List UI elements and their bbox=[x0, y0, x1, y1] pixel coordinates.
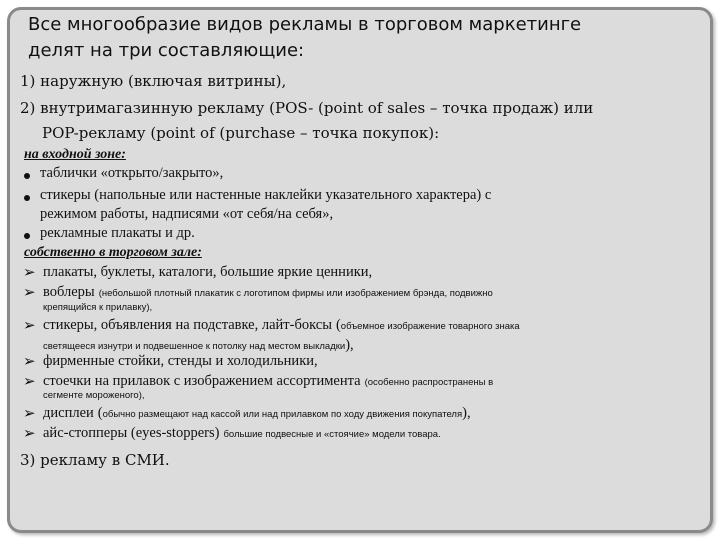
arrow-bullet-icon: ➢ bbox=[23, 372, 36, 390]
entrance-heading: на входной зоне: bbox=[24, 147, 126, 162]
item-1: 1) наружную (включая витрины), bbox=[20, 72, 287, 90]
bullet-icon bbox=[24, 233, 30, 239]
arrow-bullet-icon: ➢ bbox=[23, 352, 36, 370]
hall-item-2-note-cont: крепящийся к прилавку), bbox=[43, 302, 153, 313]
hall-item-5-note-cont: сегменте мороженого), bbox=[43, 390, 145, 401]
bullet-icon bbox=[24, 173, 30, 179]
hall-item-1: плакаты, буклеты, каталоги, большие яркие ценники, bbox=[43, 264, 373, 280]
hall-item-7 bbox=[43, 424, 441, 442]
entrance-bullet-2-cont: режимом работы, надписями «от себя/на себя», bbox=[40, 206, 334, 222]
hall-item-7-note: большие подвесные и «стоячие» модели товара. bbox=[223, 429, 441, 440]
hall-item-3-close: ), bbox=[345, 337, 354, 353]
arrow-bullet-icon: ➢ bbox=[23, 283, 36, 301]
title-line-1: Все многообразие видов рекламы в торговом маркетинге bbox=[28, 14, 582, 35]
arrow-bullet-icon: ➢ bbox=[23, 263, 36, 281]
hall-item-5 bbox=[43, 372, 493, 390]
hall-item-5-note: (особенно распространены в bbox=[364, 377, 494, 388]
hall-heading: собственно в торговом зале: bbox=[24, 245, 202, 260]
slide bbox=[7, 7, 713, 533]
hall-item-3-paren: ( bbox=[335, 317, 341, 333]
entrance-bullet-1: таблички «открыто/закрыто», bbox=[40, 165, 224, 181]
arrow-bullet-icon: ➢ bbox=[23, 424, 36, 442]
hall-item-3-note: объемное изображение товарного знака bbox=[340, 321, 520, 332]
arrow-bullet-icon: ➢ bbox=[23, 316, 36, 334]
entrance-bullet-2: стикеры (напольные или настенные наклейки указательного характера) с bbox=[40, 187, 492, 203]
arrow-bullet-icon: ➢ bbox=[23, 404, 36, 422]
hall-item-3 bbox=[43, 316, 520, 334]
hall-item-6-close: ), bbox=[462, 405, 471, 421]
hall-item-4: фирменные стойки, стенды и холодильники, bbox=[43, 353, 318, 369]
hall-item-6-main: дисплеи bbox=[43, 405, 94, 421]
hall-item-3-note-cont: светящееся изнутри и подвешенное к потолку над местом выкладки bbox=[43, 341, 346, 352]
hall-item-3-cont bbox=[43, 336, 354, 354]
entrance-bullet-3: рекламные плакаты и др. bbox=[40, 225, 195, 241]
item-2-line-2: POP-рекламу (point of (purchase – точка покупок): bbox=[42, 124, 440, 142]
item-3: 3) рекламу в СМИ. bbox=[20, 451, 170, 469]
hall-item-2-main: воблеры bbox=[43, 284, 95, 300]
hall-item-6-paren: ( bbox=[97, 405, 103, 421]
bullet-icon bbox=[24, 195, 30, 201]
hall-item-5-main: стоечки на прилавок с изображением ассортимента bbox=[43, 373, 361, 389]
hall-item-2-note: (небольшой плотный плакатик с логотипом фирмы или изображением брэнда, подвижно bbox=[98, 288, 493, 299]
hall-item-3-main: стикеры, объявления на подставке, лайт-боксы bbox=[43, 317, 332, 333]
hall-item-2 bbox=[43, 283, 493, 301]
hall-item-7-main: айс-стопперы (eyes-stoppers) bbox=[43, 425, 220, 441]
title-line-2: делят на три составляющие: bbox=[28, 40, 305, 61]
hall-item-6-note: обычно размещают над кассой или над прилавком по ходу движения покупателя bbox=[102, 409, 463, 420]
hall-item-6 bbox=[43, 404, 471, 422]
item-2-line-1: 2) внутримагазинную рекламу (POS- (point of sales – точка продаж) или bbox=[20, 99, 594, 117]
